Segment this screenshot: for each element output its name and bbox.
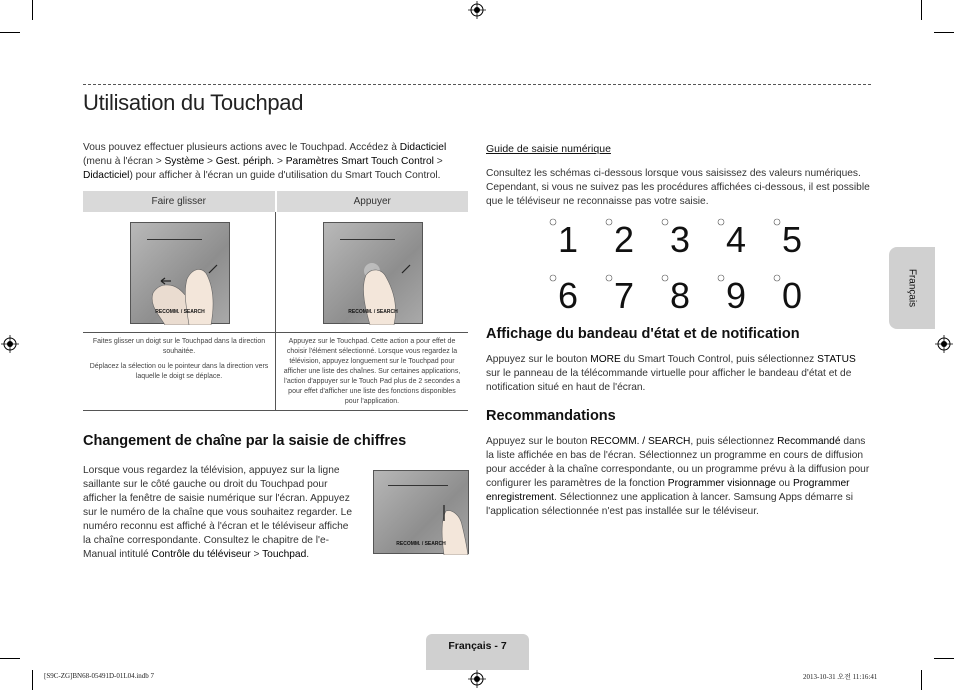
status-text: Appuyez sur le bouton MORE du Smart Touch Control, puis sélectionnez STATUS sur le panneau de la télécommande virtuelle pour afficher le bandeau d'état et de notification situé en haut de l'écran. [486, 354, 856, 393]
language-side-tab: Français [889, 247, 935, 329]
pad-label: RECOMM. / SEARCH [348, 309, 398, 315]
recommendations-text: Appuyez sur le bouton RECOMM. / SEARCH, puis sélectionnez Recommandé dans la liste affichée en bas de l'écran. Sélectionnez un programme en cours de diffusion pour accéder à la chaîne correspondante, ou un programme prévu à la diffusion pour configurer les paramètres de la fonction Programmer visionnage ou Programmer enregistrement. Sélectionnez une application à lancer. Samsung Apps démarre si l'application sélectionnée n'est pas installée sur le téléviseur. [486, 436, 870, 517]
crop-mark [32, 0, 33, 20]
digit-1: 1 [558, 219, 579, 260]
touchpad-drag-illustration [130, 222, 230, 324]
digit-3: 3 [670, 219, 691, 260]
stroke-start-marker [550, 275, 556, 281]
digit-7: 7 [614, 275, 635, 316]
digit-stroke-guide [540, 208, 830, 318]
channel-text: Lorsque vous regardez la télévision, appuyez sur la ligne saillante sur le côté gauche ou droit du Touchpad pour afficher la fenêtre de saisie numérique sur l'écran. Appuyez sur le numéro de la chaîne que vous souhaitez regarder. Le numéro reconnu est affiché à l'écran et le téléviseur affiche la chaîne correspondante. Consultez le chapitre de l'e-Manual intitulé Contrôle du téléviseur > Touchpad. [83, 465, 353, 560]
drag-illustration-cell [83, 212, 275, 332]
pad-label: RECOMM. / SEARCH [155, 309, 205, 315]
crop-mark [32, 670, 33, 690]
digit-2: 2 [614, 219, 635, 260]
status-heading: Affichage du bandeau d'état et de notification [486, 326, 800, 342]
touchpad-press-illustration [323, 222, 423, 324]
crop-mark [934, 32, 954, 33]
crop-mark [921, 0, 922, 20]
channel-heading: Changement de chaîne par la saisie de chiffres [83, 433, 407, 449]
stroke-start-marker [774, 275, 780, 281]
stroke-start-marker [550, 219, 556, 225]
registration-mark-icon [468, 1, 486, 19]
print-timestamp: 2013-10-31 오전 11:16:41 [803, 673, 878, 681]
touchpad-actions-table [83, 191, 468, 411]
digit-5: 5 [782, 219, 803, 260]
touchpad-edge-illustration [373, 470, 469, 554]
crop-mark [0, 32, 20, 33]
print-file-info: [S9C-ZG]BN68-05491D-01L04.indb 7 [44, 672, 155, 680]
stroke-start-marker [718, 275, 724, 281]
stroke-start-marker [662, 275, 668, 281]
registration-mark-icon [468, 670, 486, 688]
stroke-start-marker [606, 275, 612, 281]
crop-mark [921, 670, 922, 690]
crop-mark [0, 658, 20, 659]
drag-description: Faites glisser un doigt sur le Touchpad dans la direction souhaitée. Déplacez la sélection ou le pointeur dans la direction vers laquelle le doigt se déplace. [89, 338, 269, 380]
digit-9: 9 [726, 275, 747, 316]
guide-heading: Guide de saisie numérique [486, 143, 611, 155]
table-header-press: Appuyer [277, 191, 469, 212]
registration-mark-icon [1, 335, 19, 353]
table-header-drag: Faire glisser [83, 191, 275, 212]
digit-6: 6 [558, 275, 579, 316]
guide-text: Consultez les schémas ci-dessous lorsque vous saisissez des valeurs numériques. Cependant, si vous ne suivez pas les procédures affichées ci-dessous, il est possible que le téléviseur ne reconnaisse pas votre saisie. [486, 168, 870, 207]
pad-label: RECOMM. / SEARCH [396, 541, 446, 547]
digit-4: 4 [726, 219, 747, 260]
page-title: Utilisation du Touchpad [83, 90, 304, 115]
page-number: Français - 7 [426, 634, 529, 670]
stroke-start-marker [662, 219, 668, 225]
crop-mark [934, 658, 954, 659]
title-rule [83, 84, 871, 85]
registration-mark-icon [935, 335, 953, 353]
recommendations-heading: Recommandations [486, 408, 616, 424]
stroke-start-marker [774, 219, 780, 225]
digit-0: 0 [782, 275, 803, 316]
stroke-start-marker [718, 219, 724, 225]
press-illustration-cell [275, 212, 468, 332]
press-description: Appuyez sur le Touchpad. Cette action a pour effet de choisir l'élément sélectionné. Lorsque vous regardez la télévision, appuyez longuement sur le Touchpad pour afficher une liste des chaînes. Sur certaines applications, l'action d'appuyer sur le Touch Pad plus de 2 secondes a pour effet d'afficher une liste des fonctions disponibles pour l'application. [275, 333, 468, 410]
digit-8: 8 [670, 275, 691, 316]
stroke-start-marker [606, 219, 612, 225]
intro-text: Vous pouvez effectuer plusieurs actions avec le Touchpad. Accédez à Didacticiel (menu à l'écran > Système > Gest. périph. > Paramètres Smart Touch Control > Didacticiel) pour afficher à l'écran un guide d'utilisation du Smart Touch Control. [83, 142, 447, 181]
